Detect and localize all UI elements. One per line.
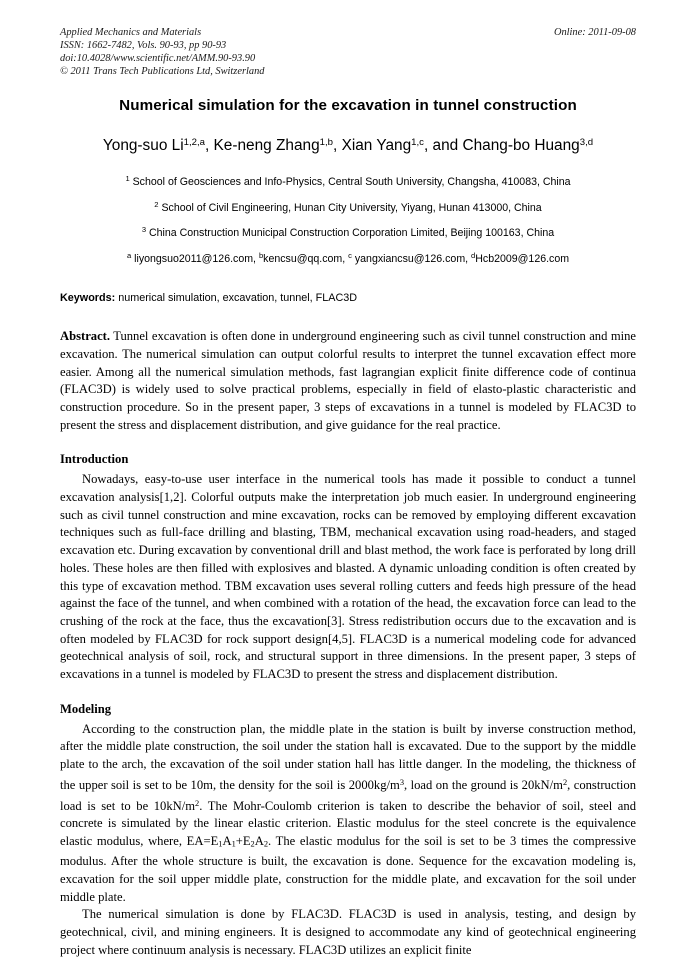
abstract-label: Abstract. (60, 329, 111, 344)
modeling-text-part-2: , load on the ground is 20kN/m (404, 777, 563, 792)
email-marker: d (471, 250, 476, 260)
page-title: Numerical simulation for the excavation in tunnel construction (119, 97, 577, 114)
subscript-1b: 1 (231, 839, 236, 849)
superscript-square-b: 2 (195, 798, 200, 808)
keywords-line (60, 291, 636, 306)
modeling-text-part-8: . The elastic modulus for the soil is set to be 3 times the compressive modulus. After the whole structure is built, the excavation is done. Sequence for the excavation modeling is, excavation for the soil upper middle plate, construction for the middle plate, and excavation for the soil under middle plate. (60, 834, 636, 904)
affiliation-line (60, 219, 636, 245)
email-marker: b (258, 250, 264, 260)
modeling-text-part-1: According to the construction plan, the middle plate in the station is built by inverse construction method, after the middle plate construction, the soil under the station hall is excavated. Due to the support by the middle plate to the arch, the excavation of the soil under station hall has little danger. In the modeling, the thickness of the upper soil is set to be 10m, the density for the soil is 2000kg/m (60, 721, 636, 792)
affiliation-list (60, 168, 636, 270)
section-introduction (60, 451, 636, 683)
affiliation-line (60, 194, 636, 220)
subscript-1a: 1 (218, 839, 223, 849)
section-heading-introduction: Introduction (60, 452, 129, 467)
subscript-2d: 2 (263, 839, 269, 849)
author-separator: , (333, 136, 342, 154)
email-address[interactable]: liyongsuo2011@126.com, (131, 252, 259, 265)
subscript-2c: 2 (250, 839, 255, 849)
modeling-text-part-7: A (254, 834, 264, 849)
author-separator: , (204, 136, 214, 154)
online-publication-date: Online: 2011-09-08 (553, 27, 636, 38)
journal-header-left (60, 26, 500, 78)
superscript-square-a: 2 (562, 777, 568, 787)
email-address[interactable]: kencsu@qq.com, (263, 252, 349, 265)
email-marker: c (348, 250, 352, 260)
author-name: Yong-suo Li (102, 136, 184, 154)
affiliation-text: School of Geosciences and Info-Physics, Central South University, Changsha, 410083, China (129, 175, 571, 188)
affiliation-text: China Construction Municipal Construction Corporation Limited, Beijing 100163, China (146, 226, 555, 239)
author-name: Chang-bo Huang (462, 136, 580, 154)
modeling-text-part-3: , construction load is set to be 10kN/m (60, 777, 637, 813)
author-affiliation-marker: 1,2,a (183, 137, 205, 148)
journal-issn-line: ISSN: 1662-7482, Vols. 90-93, pp 90-93 (60, 40, 227, 52)
abstract-block (60, 328, 636, 434)
modeling-paragraph-1 (60, 721, 636, 907)
keywords-value: numerical simulation, excavation, tunnel, FLAC3D (115, 292, 358, 305)
introduction-paragraph-1: Nowadays, easy-to-use user interface in the numerical tools has made it possible to conduct a tunnel excavation analysis[1,2]. Colorful outputs make the interpretation job much easier. In underground engineering such as civil tunnel construction and mine excavation, rocks can be removed by employing different excavation techniques such as full-face drilling and blasting, TBM, mechanical excavation using road-headers, and staged excavation etc. During excavation by conventional drill and blast method, the work face is perforated by long drill holes. These holes are then filled with explosives and blasted. A dynamic unloading condition is often created by this type of excavation method. TBM excavation uses several rolling cutters and feeds high pressure of the head against the face of the tunnel, and when combined with a rotation of the head, the excavation force can lead to the crushing of the rock at the face, thus the excavation[3]. Stress redistribution occurs due to the excavation and is often modeled by FLAC3D for rock support design[4,5]. FLAC3D is a numerical modeling code for advanced geotechnical analysis of soil, rock, and structural support in three dimensions. In the present paper, 3 steps of excavations in a tunnel is modeled by FLAC3D to present the stress and displacement distribution. (60, 472, 636, 682)
modeling-text-part-6: +E (235, 834, 251, 849)
affiliation-marker: 2 (154, 199, 159, 209)
journal-header (60, 26, 636, 82)
email-marker: a (126, 250, 132, 260)
abstract-text: Tunnel excavation is often done in underground engineering such as civil tunnel construction and mine excavation. The numerical simulation can output colorful results to interpret the tunnel excavation effect more easier. Among all the numerical simulation methods, fast lagrangian explicit finite difference code of continua (FLAC3D) is widely used to solve practical problems, especially in field of elasto-plastic characteristic and construction procedure. So in the present paper, 3 steps of excavations in a tunnel is modeled by FLAC3D to present the stress and displacement distribution, and give guidance for the real practice. (60, 329, 636, 432)
superscript-cubic: 3 (399, 777, 405, 787)
email-address[interactable]: Hcb2009@126.com (475, 252, 570, 265)
author-affiliation-marker: 1,b (319, 137, 333, 148)
journal-doi-line: doi:10.4028/www.scientific.net/AMM.90-93.90 (60, 53, 256, 65)
email-address[interactable]: yangxiancsu@126.com, (351, 252, 472, 265)
modeling-paragraph-2: The numerical simulation is done by FLAC3D. FLAC3D is used in analysis, testing, and design by geotechnical, civil, and mining engineers. It is designed to accommodate any kind of geotechnical engineering project where continuum analysis is necessary. FLAC3D utilizes an explicit finite (60, 907, 636, 957)
section-heading-modeling: Modeling (60, 701, 112, 716)
affiliation-marker: 1 (125, 173, 130, 183)
affiliation-line (60, 168, 636, 194)
author-name: Xian Yang (341, 136, 412, 154)
journal-name: Applied Mechanics and Materials (60, 27, 202, 38)
author-separator: , and (423, 136, 463, 154)
author-list (60, 132, 636, 157)
author-name: Ke-neng Zhang (213, 136, 320, 154)
modeling-text-part-4: . The Mohr-Coulomb criterion is taken to describe the behavior of soil, steel and concrete is simulated by the linear elastic criterion. Elastic modulus for the steel concrete is the equivalence elastic modulus, where, EA=E (60, 798, 636, 849)
affiliation-text: School of Civil Engineering, Hunan City University, Yiyang, Hunan 413000, China (158, 201, 542, 214)
author-affiliation-marker: 3,d (579, 137, 594, 148)
modeling-text-part-5: A (222, 834, 232, 849)
email-line (60, 245, 636, 271)
affiliation-marker: 3 (141, 225, 147, 235)
journal-copyright-line: © 2011 Trans Tech Publications Ltd, Switzerland (60, 66, 265, 78)
section-modeling (60, 701, 636, 959)
keywords-label: Keywords: (60, 292, 116, 305)
author-affiliation-marker: 1,c (411, 137, 424, 148)
